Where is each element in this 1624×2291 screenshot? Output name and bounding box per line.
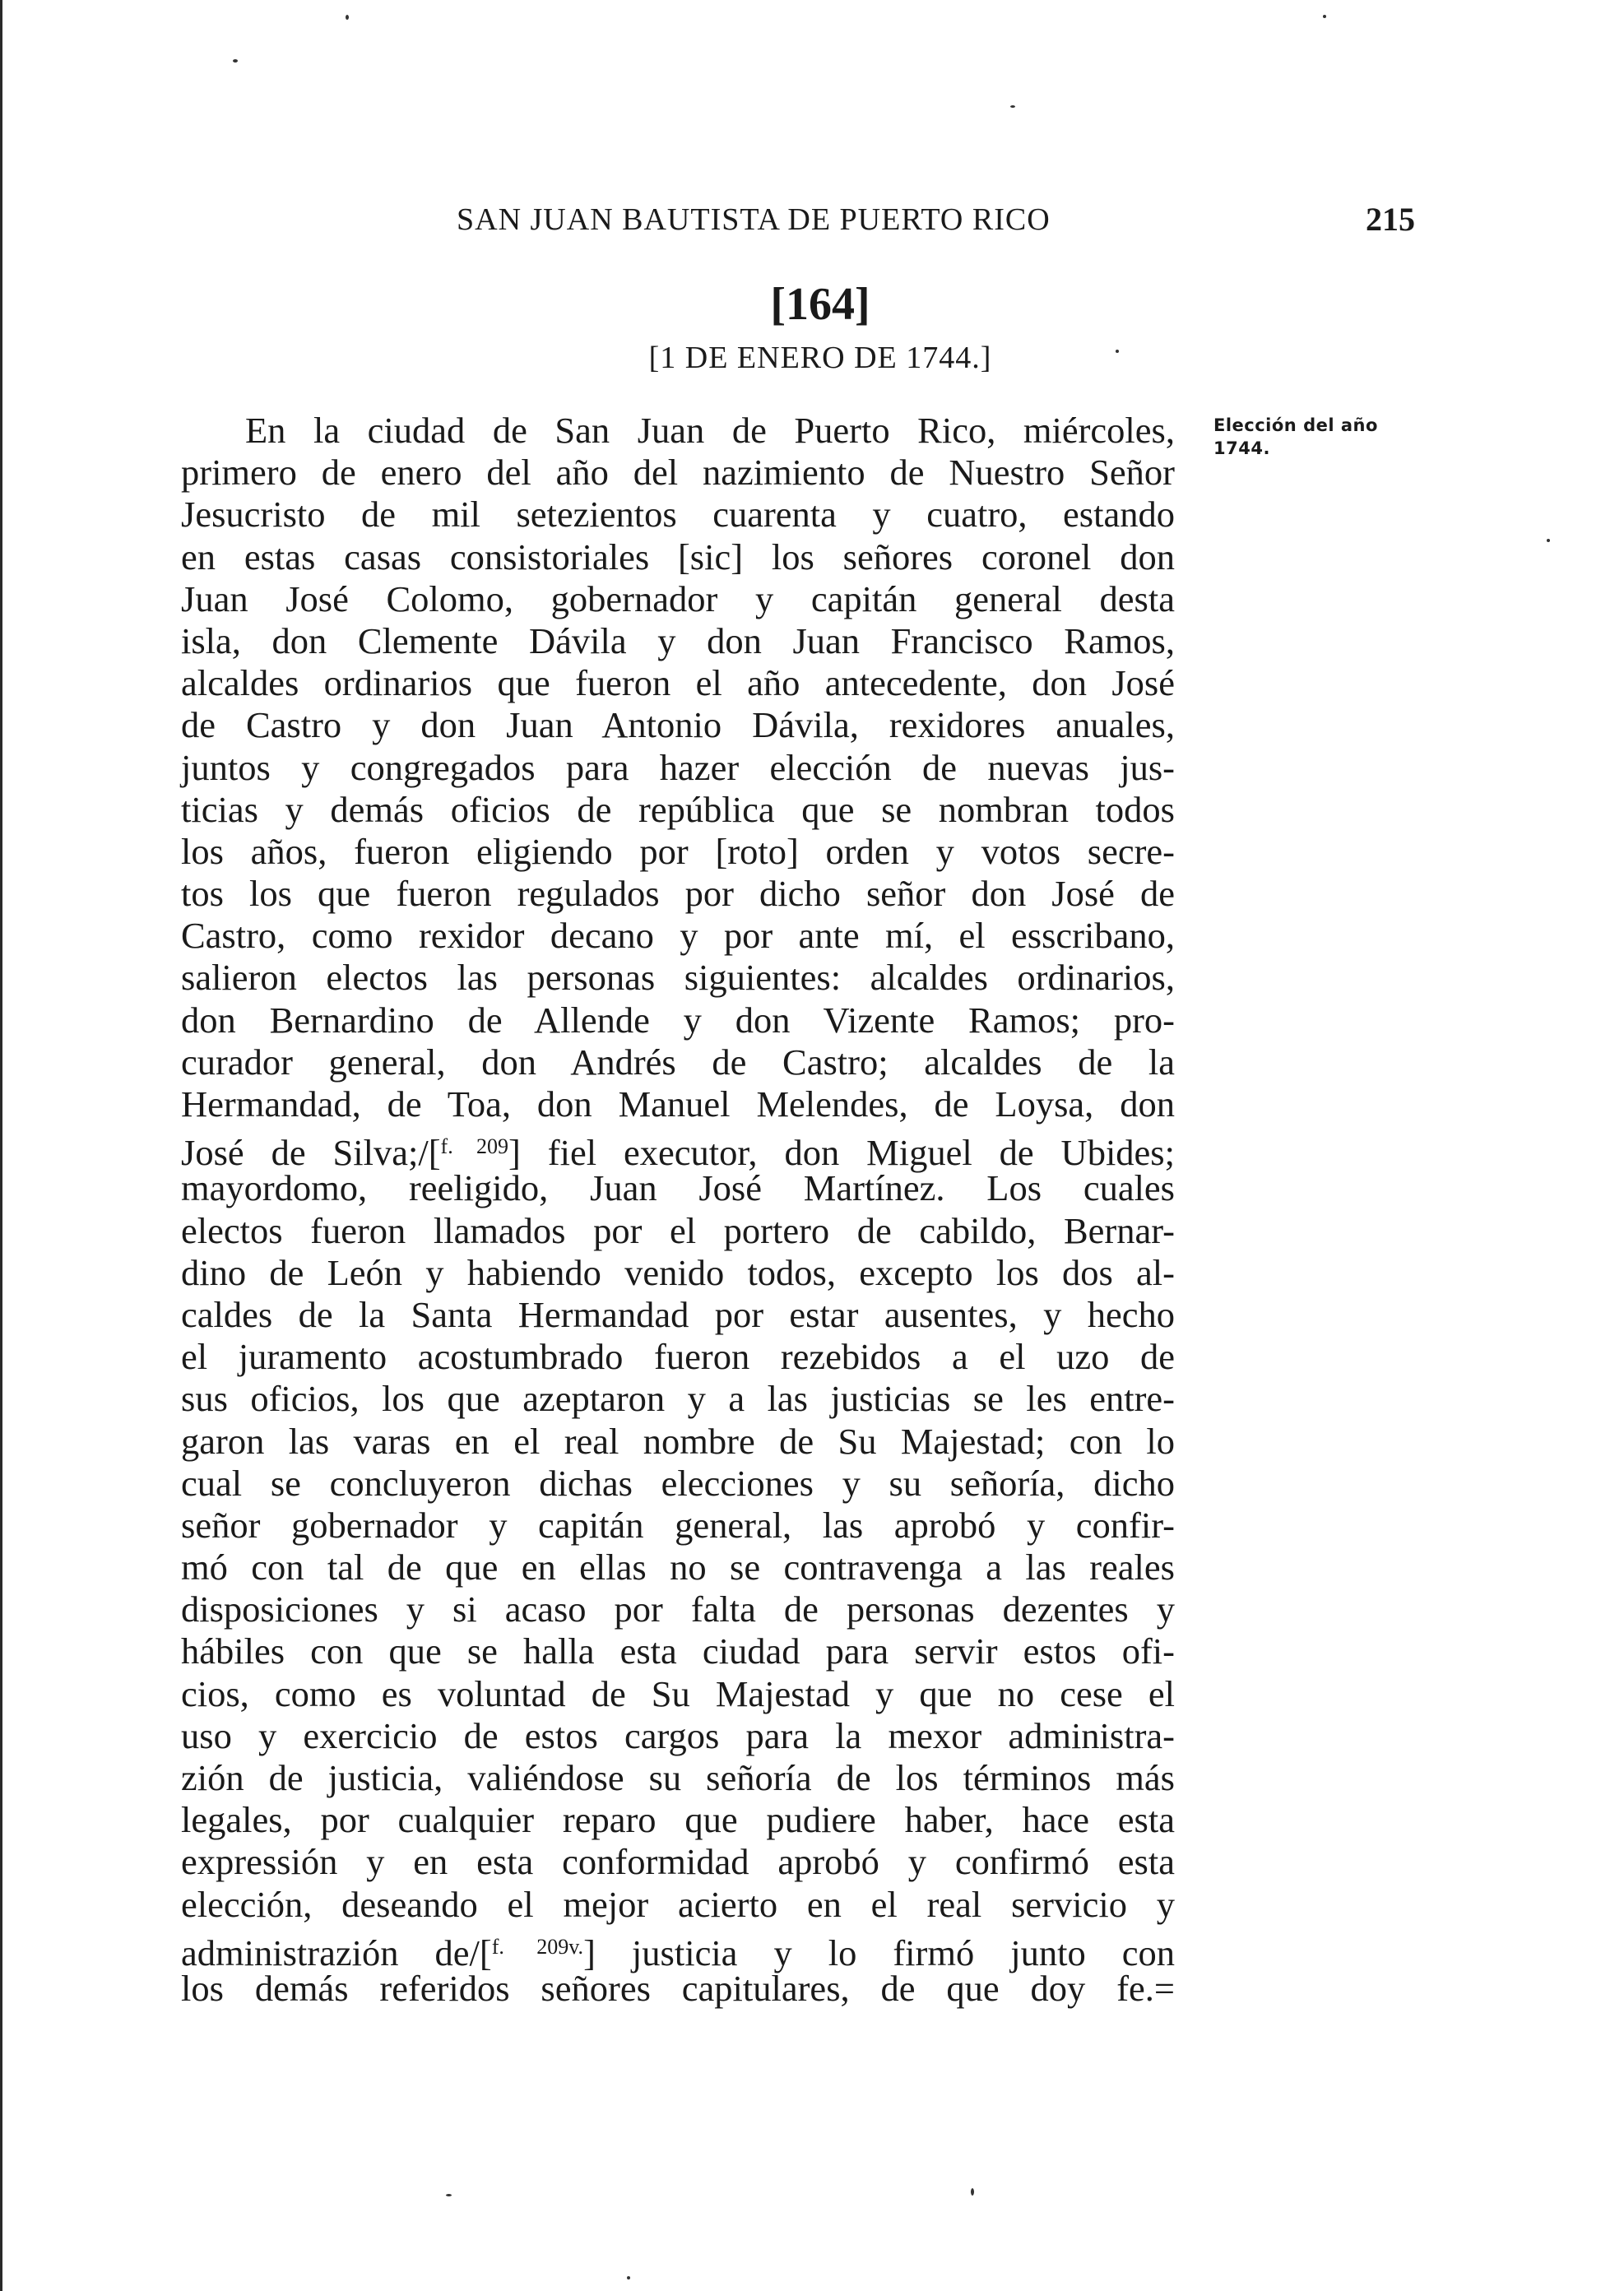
text-line: En la ciudad de San Juan de Puerto Rico, miércoles, <box>245 410 1175 451</box>
scan-speck <box>446 2194 452 2196</box>
document-number: [164] <box>770 279 870 330</box>
text-line: elección, deseando el mejor acierto en el real servicio y <box>181 1883 1175 1925</box>
text-line: juntos y congregados para hazer elección de nuevas jus- <box>181 746 1175 788</box>
text-line: sus oficios, los que azeptaron y a las justicias se les entre- <box>181 1378 1175 1420</box>
text-line: cual se concluyeron dichas elecciones y su señoría, dicho <box>181 1462 1175 1504</box>
page-number: 215 <box>1366 201 1415 238</box>
text-line: don Bernardino de Allende y don Vizente Ramos; pro- <box>181 999 1175 1041</box>
text-line: zión de justicia, valiéndose su señoría de los términos más <box>181 1757 1175 1798</box>
text-line: dino de León y habiendo venido todos, excepto los dos al- <box>181 1251 1175 1293</box>
scan-speck <box>1010 105 1015 108</box>
text-line: isla, don Clemente Dávila y don Juan Francisco Ramos, <box>181 619 1175 661</box>
text-line: cios, como es voluntad de Su Majestad y que no cese el <box>181 1672 1175 1714</box>
scan-speck <box>1323 15 1326 18</box>
text-line: los demás referidos señores capitulares, de que doy fe.= <box>181 1967 1175 2009</box>
text-line: de Castro y don Juan Antonio Dávila, rexidores anuales, <box>181 704 1175 746</box>
text-line: Castro, como rexidor decano y por ante mí, el esscribano, <box>181 915 1175 957</box>
scan-speck <box>971 2188 974 2196</box>
folio-marker: f. 209v. <box>491 1934 584 1959</box>
text-line: uso y exercicio de estos cargos para la mexor administra- <box>181 1714 1175 1756</box>
text-line: electos fueron llamados por el portero de cabildo, Bernar- <box>181 1209 1175 1251</box>
scan-speck <box>1116 350 1119 353</box>
text-line: en estas casas consistoriales [sic] los señores coronel don <box>181 536 1175 577</box>
text-line: expressión y en esta conformidad aprobó y confirmó esta <box>181 1841 1175 1883</box>
text-line: primero de enero del año del nazimiento de Nuestro Señor <box>181 452 1175 494</box>
scan-speck <box>1547 539 1550 542</box>
text-line: los años, fueron eligiendo por [roto] orden y votos secre- <box>181 830 1175 872</box>
text-line: Hermandad, de Toa, don Manuel Melendes, de Loysa, don <box>181 1083 1175 1125</box>
text-line: hábiles con que se halla esta ciudad para servir estos ofi- <box>181 1630 1175 1672</box>
document-date: [1 DE ENERO DE 1744.] <box>648 341 992 375</box>
text-line: salieron electos las personas siguientes: alcaldes ordinarios, <box>181 957 1175 999</box>
folio-marker: f. 209 <box>440 1134 509 1159</box>
margin-note: Elección del año 1744. <box>1213 415 1378 458</box>
text-line: mó con tal de que en ellas no se contravenga a las reales <box>181 1547 1175 1588</box>
text-line: ticias y demás oficios de república que se nombran todos <box>181 788 1175 830</box>
body-text <box>181 410 1175 2010</box>
running-header-title: SAN JUAN BAUTISTA DE PUERTO RICO <box>457 202 1051 237</box>
text-line: señor gobernador y capitán general, las aprobó y confir- <box>181 1504 1175 1546</box>
text-line: garon las varas en el real nombre de Su Majestad; con lo <box>181 1420 1175 1462</box>
text-line: mayordomo, reeligido, Juan José Martínez. Los cuales <box>181 1167 1175 1209</box>
scan-speck <box>233 59 238 63</box>
text-line: el juramento acostumbrado fueron rezebidos a el uzo de <box>181 1336 1175 1378</box>
scan-speck <box>346 15 349 20</box>
text-line: curador general, don Andrés de Castro; alcaldes de la <box>181 1041 1175 1083</box>
text-line: administrazión de/[$^{f. 209v.}$] justicia y lo firmó junto con <box>181 1932 1176 1973</box>
text-line: José de Silva;/[$^{f. 209}$] fiel executor, don Miguel de Ubides; <box>181 1132 1175 1174</box>
text-line: legales, por cualquier reparo que pudiere haber, hace esta <box>181 1799 1175 1841</box>
text-line: caldes de la Santa Hermandad por estar ausentes, y hecho <box>181 1293 1175 1335</box>
text-line: alcaldes ordinarios que fueron el año antecedente, don José <box>181 662 1175 704</box>
text-line: disposiciones y si acaso por falta de personas dezentes y <box>181 1588 1175 1630</box>
text-line: Juan José Colomo, gobernador y capitán general desta <box>181 577 1175 619</box>
scan-speck <box>627 2276 630 2279</box>
text-line: tos los que fueron regulados por dicho señor don José de <box>181 873 1175 915</box>
text-line: Jesucristo de mil setezientos cuarenta y cuatro, estando <box>181 494 1175 536</box>
